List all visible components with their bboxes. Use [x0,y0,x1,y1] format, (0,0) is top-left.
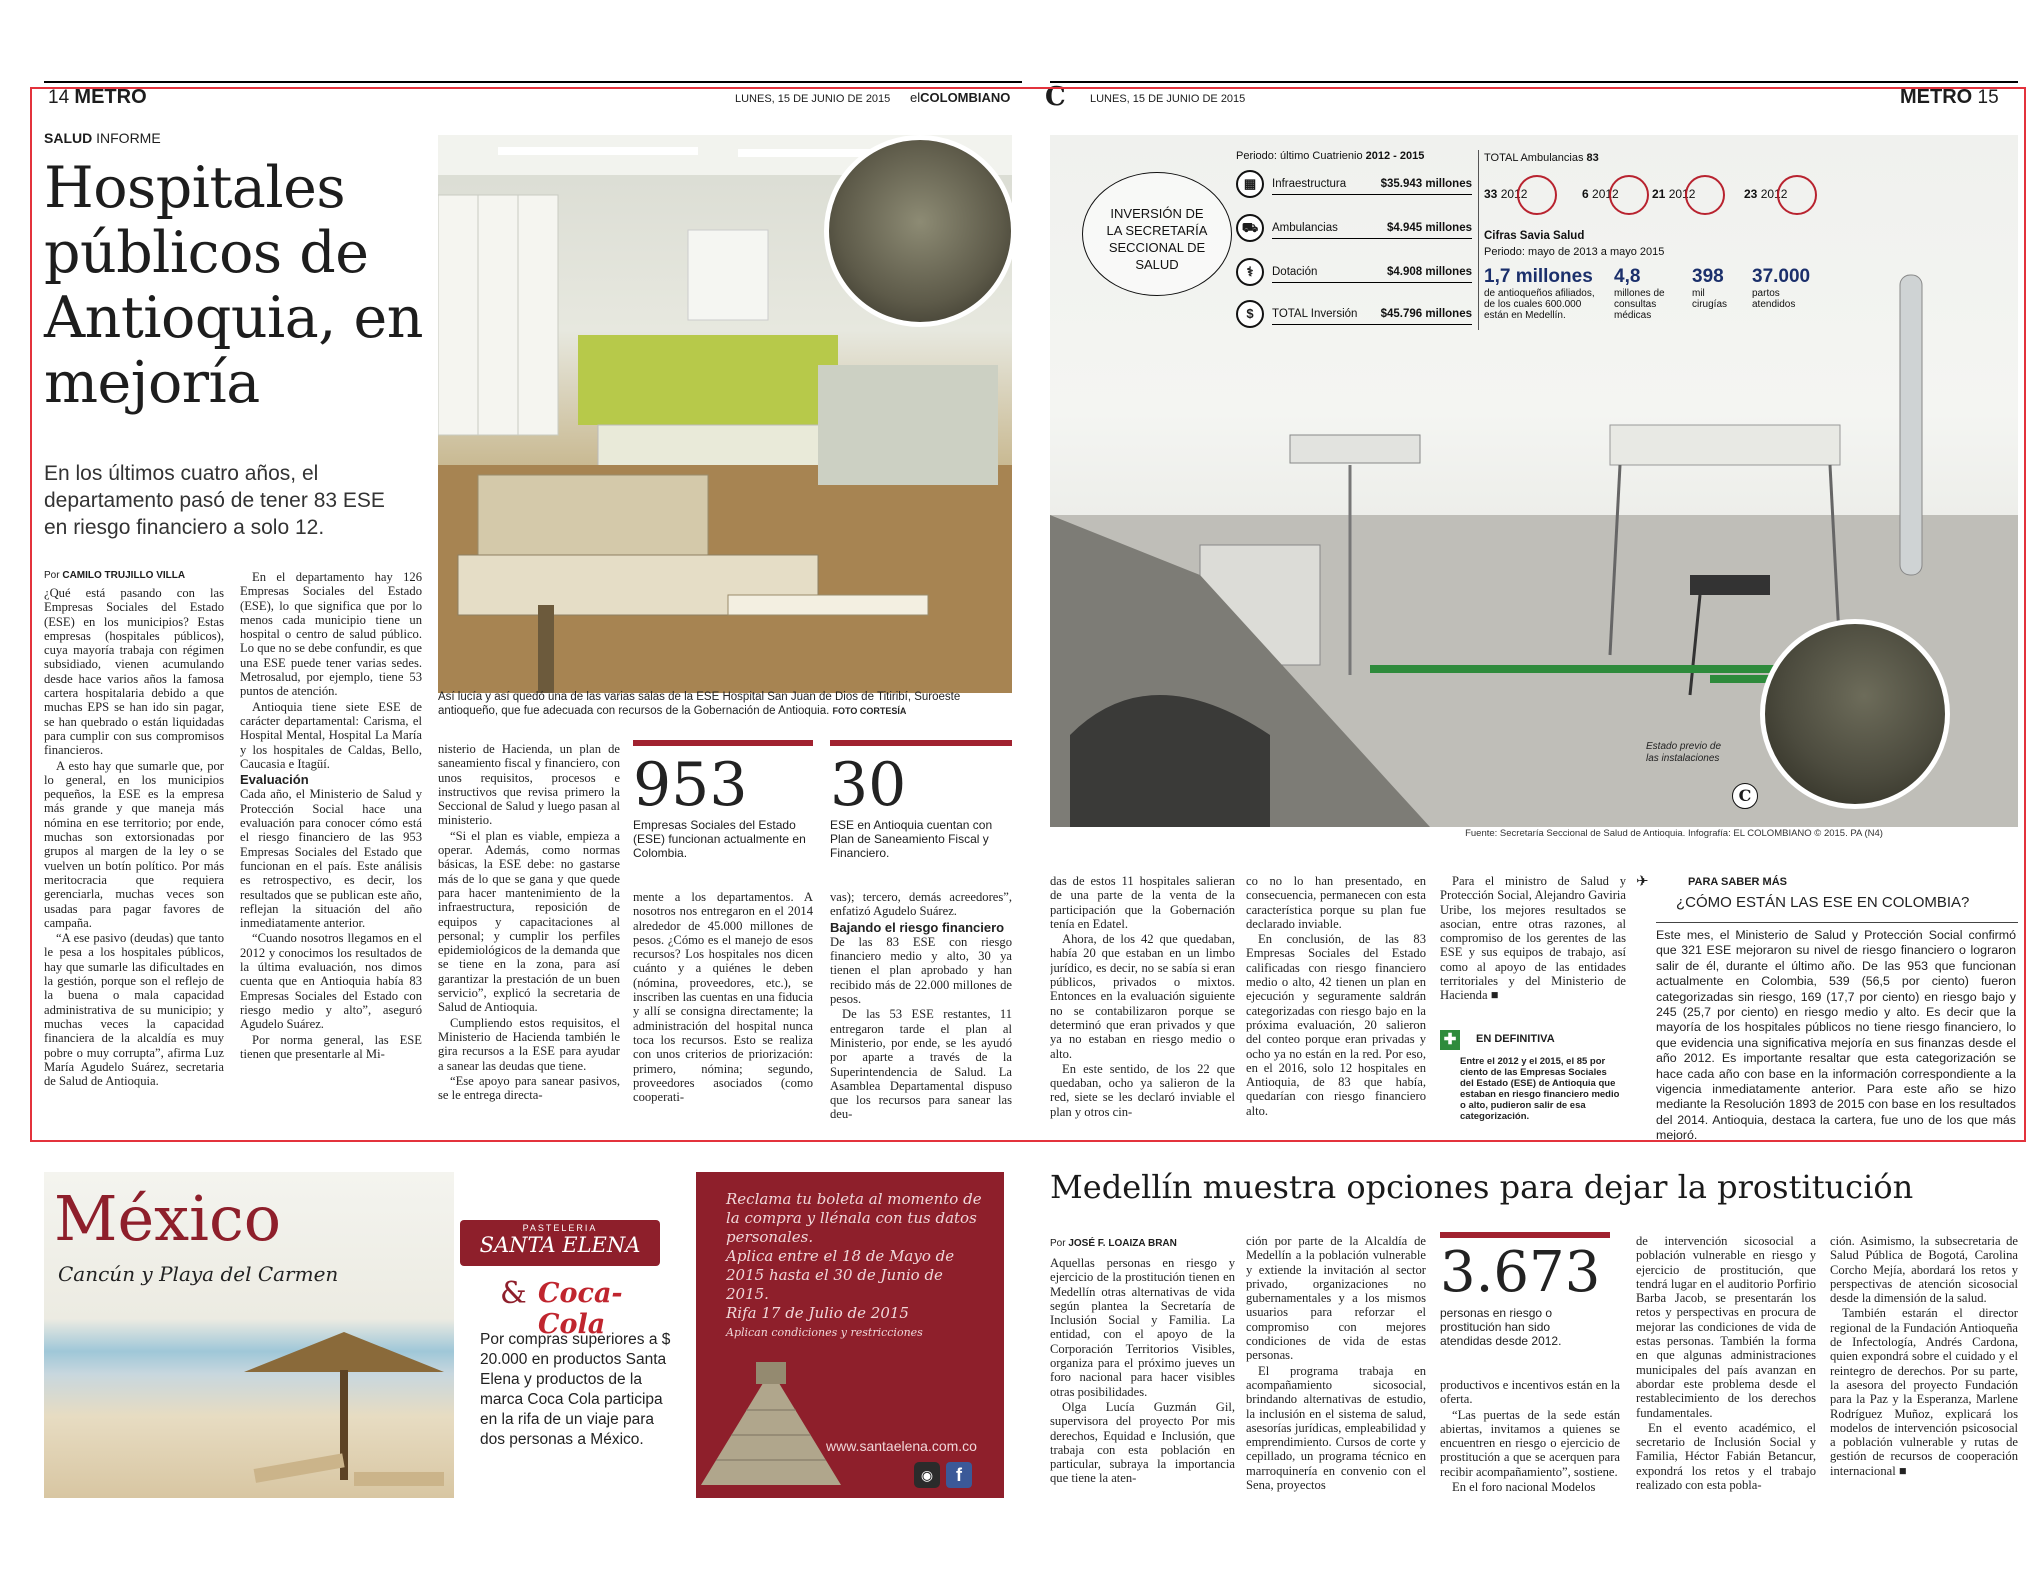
building-icon: ▦ [1236,170,1264,198]
savia-stat: 398 mil cirugías [1692,266,1728,310]
paragraph: Para el ministro de Salud y Protección Social, Alejandro Gaviria Uribe, los mejores resultados se asocian, entre otras razones, al compromiso de los gerentes de las ESE y sus equipos de trabajo, así como al apoyo de las entidades territoriales y del Ministerio de Hacienda ■ [1440,874,1626,1003]
header-date-right: LUNES, 15 DE JUNIO DE 2015 [1090,93,1246,105]
facebook-icon[interactable]: f [946,1462,972,1488]
paragraph: Olga Lucía Guzmán Gil, supervisora del proyecto Por mis derechos, Equidad e Inclusión, que trabaja con esta población en particular, subraya la importancia que tiene la aten- [1050,1399,1235,1486]
infographic-divider [1478,150,1479,330]
paragraph: Antioquia tiene siete ESE de carácter departamental: Carisma, el Hospital Mental, Hospital La María y los hospitales de Caldas, Bello, Caucasia e Itagüí. [240,699,422,771]
subheading-evaluacion: Evaluación [240,772,309,788]
paragraph: “Cuando nosotros llegamos en el 2012 y conocimos los resultados de la última evaluación, nos dimos cuenta que en Antioquia había 83 Empresas Sociales del Estado con riesgo medio y alto”, aseguró Agudelo Suárez. [240,931,422,1032]
before-photo-label: Estado previo de las instalaciones [1646,741,1722,764]
ad-red-box [696,1172,1004,1498]
paragraph: vas); tercero, demás acreedores”, enfatizó Agudelo Suárez. [830,890,1012,919]
paragraph: A esto hay que sumarle que, por lo general, en los municipios pequeños, la ESE es la empresa más grande y que maneja más nómina en ese territorio; por ende, muchas son extorsionadas por grupos al margen de la ley o se vuelven un botín político. Por más meritocracia que requiera gerenciarla, muchas veces son usadas para pagar favores de campaña. [44,758,224,930]
definitiva-text: Entre el 2012 y el 2015, el 85 por ciento de las Empresas Sociales del Estado (ESE) de Antioquia que estaban en riesgo financiero medio o alto, pudieron salir de esa categorización. [1460,1056,1620,1122]
hospital-room-photo [438,135,1012,693]
row-divider [1272,194,1472,195]
article-subtitle: En los últimos cuatro años, el departamento pasó de tener 83 ESE en riesgo financiero a solo 12. [44,462,385,539]
ring-mark [1609,175,1649,215]
paragraph: ción por parte de la Alcaldía de Medellín a la población vulnerable y extiende la invitación al sector privado, organizaciones no gubernamentales y a los mismos usuarios para reforzar el compromiso con mejores condiciones de vida de estas personas. [1246,1234,1426,1363]
article-column-2 [240,570,422,1136]
santa-elena-logo: PASTELERIA SANTA ELENA [460,1220,660,1266]
stat-number: 953 [633,750,748,820]
savia-stat: 4,8 millones de consultas médicas [1614,266,1665,321]
paragraph: Cada año, el Ministerio de Salud y Protección Social hace una evaluación para conocer cómo está el riesgo financiero de las 953 Empresas Sociales del Estado que funcionan en el país. Este análisis es retrospectivo, es decir, los resultados que se publican este año, reflejan la situación del año inmediatamente anterior. [240,787,422,931]
coca-cola-logo: Coca-Cola [538,1278,623,1340]
investment-row: Dotación $4.908 millones [1272,266,1472,278]
investment-total-row: TOTAL Inversión $45.796 millones [1272,308,1472,320]
second-article-column-5 [1830,1234,2018,1516]
instagram-icon[interactable]: ◉ [914,1462,940,1488]
before-photo-inset [1760,619,1950,809]
stat-number: 30 [830,750,907,820]
ad-country: México [54,1182,282,1255]
saber-mas-label: PARA SABER MÁS [1688,876,1788,888]
savia-stat: 37.000 partos atendidos [1752,266,1811,310]
paragraph: das de estos 11 hospitales salieran de una parte de la venta de la participación que la Gobernación tenía en Edatel. [1050,874,1235,931]
savia-stat: 1,7 millones de antioqueños afiliados, de los cuales 600.000 están en Medellín. [1484,266,1595,321]
stethoscope-icon: ⚕ [1236,258,1264,286]
paragraph: Por norma general, las ESE tienen que presentarle al Mi- [240,1032,422,1061]
ad-brand-panel [460,1172,680,1498]
infographic-source: Fuente: Secretaría Seccional de Salud de Antioquia. Infografía: EL COLOMBIANO © 2015. PA (N4) [1465,828,1883,839]
article-column-1 [44,586,224,1136]
page-number-left: 14 METRO [48,86,147,108]
header-rule-left [44,81,1022,83]
ring-mark [1777,175,1817,215]
second-stat-number: 3.673 [1440,1240,1601,1305]
saber-mas-box [1636,872,2018,1143]
paragraph: Aquellas personas en riesgo y ejercicio de la prostitución tienen en Medellín otras alternativas de vida según plantea la Secretaría de Inclusión Social y Familia. La entidad, con el apoyo de la Corporación Territorios Visibles, organiza para el próximo jueves un foro nacional para hacer visibles otras posibilidades. [1050,1256,1235,1399]
paragraph: De las 53 ESE restantes, 11 entregaron tarde el plan al Ministerio, por ende, se les ayudó por aparte a través de la Superintendencia de Salud. La Asamblea Departamental dispuso que los recursos para sanear las deu- [830,1007,1012,1122]
byline: Por CAMILO TRUJILLO VILLA [44,570,186,581]
ring-mark [1517,175,1557,215]
newspaper-brand: elCOLOMBIANO [910,90,1011,105]
period-label: Periodo: último Cuatrienio 2012 - 2015 [1236,150,1425,162]
paragraph: “A ese pasivo (deudas) que tanto le pesa a los hospitales públicos, hay que sumarle las dificultades en la gestión, porque son el reflejo de la buena o mala capacidad administrativa de su municipio; y muchas veces la capacidad financiera de la alcaldía es muy pobre o muy corrupta”, afirma Luz María Agudelo Suárez, secretaria de Salud de Antioquia. [44,931,224,1089]
stat-accent-bar [1440,1232,1610,1238]
ad-ampersand: & [500,1276,527,1311]
paragraph: En este sentido, de los 22 que quedaban, ocho ya salieron de la red, siete se les declaró inviable el plan y otros cin- [1050,1061,1235,1119]
paragraph: “Ese apoyo para sanear pasivos, se le entrega directa- [438,1073,620,1103]
row-divider [1272,238,1472,239]
investment-row: Ambulancias $4.945 millones [1272,222,1472,234]
article-column-4 [633,890,813,1136]
article-column-6 [1050,874,1235,1136]
article-column-8 [1440,874,1626,1024]
article-column-7 [1246,874,1426,1136]
second-article-column-4 [1636,1234,1816,1516]
subheading-riesgo: Bajando el riesgo financiero [830,919,1005,935]
header-date-left: LUNES, 15 DE JUNIO DE 2015 [735,93,891,105]
paragraph: mente a los departamentos. A nosotros nos entregaron en el 2014 alrededor de 45.000 millones de pesos. ¿Cómo es el manejo de esos recursos? Los hospitales nos dicen cuánto y a quiénes le deben (nómina, proveedores, etc.), se inscriben las cuentas en una fiducia y allí se consigna directamente; la administración del hospital nunca toca los recursos. Esto se realiza con unos criterios de priorización: primero, nómina; segundo, proveedores asociados (como cooperati- [633,890,813,1105]
paragraph: de intervención sicosocial a población vulnerable en riesgo y ejercicio de prostitución, que tendrá lugar en el auditorio Porfirio Barba Jacob, se presentarán los retos y perspectivas en procura de mejorar las condiciones de vida de estas personas. También la forma en que algunas administraciones municipales del país avanzan en abordar este problema desde el restablecimiento de los derechos fundamentales. [1636,1234,1816,1420]
savia-period: Periodo: mayo de 2013 a mayo 2015 [1484,246,1665,258]
ad-box-text: Reclama tu boleta al momento de la compra y llénala con tus datos personales. Aplica entre el 18 de Mayo de 2015 hasta el 30 de Junio de 2015. Rifa 17 de Julio de 2015 Aplican condiciones y restricciones [726,1190,982,1339]
paragraph: co no lo han presentado, en consecuencia, permanecen con esta característica porque su plan fue declarado inviable. [1246,874,1426,931]
investment-oval-title: INVERSIÓN DE LA SECRETARÍA SECCIONAL DE SALUD [1082,172,1232,296]
ambulance-year: 6 2012 [1582,175,1649,215]
ambulance-year: 21 2012 [1652,175,1725,215]
pyramid-illustration [696,1340,846,1490]
ambulance-icon: ⛟ [1236,214,1264,242]
kicker: SALUD INFORME [44,130,161,146]
paragraph: En conclusión, de las 83 Empresas Sociales del Estado calificadas con riesgo financiero medio o alto, 42 tienen un plan en ejecución y seguramente saldrán categorizadas con riesgo bajo en la próxima evaluación, 20 salieron del conteo porque eran privadas y ocho ya no están en la red. Por eso, en el 2016, solo 12 hospitales en Antioquia, de 83 que había, quedarían con riesgo financiero alto. [1246,932,1426,1118]
article-title: Hospitales públicos de Antioquia, en mejoría [44,155,423,416]
beach-umbrella-illustration [234,1312,454,1498]
paragraph: En el evento académico, el secretario de Inclusión Social y Familia, Héctor Fabián Betancur, expondrá los retos y el trabajo realizado con esta pobla- [1636,1420,1816,1493]
logo-mark-small: C [1732,783,1758,809]
pin-icon: ✈ [1636,873,1649,890]
second-article-column-2 [1246,1234,1426,1516]
investment-row: Infraestructura $35.943 millones [1272,178,1472,190]
divider [1656,922,2018,923]
ambulances-title: TOTAL Ambulancias 83 [1484,152,1599,164]
article-column-3 [438,742,620,1136]
second-stat-label: personas en riesgo o prostitución han sido atendidas desde 2012. [1440,1306,1562,1348]
row-divider [1272,282,1472,283]
paragraph: ¿Qué está pasando con las Empresas Sociales del Estado (ESE) en los municipios? Estas empresas (hospitales públicos), cuya mayoría trabaja con régimen subsidiado, vienen acumulando desde hace varios años la famosa cartera hospitalaria debido a que muchas EPS se han ido sin pagar, se han quebrado o están liquidadas para cumplir con sus compromisos financieros. [44,586,224,758]
second-byline: Por JOSÉ F. LOAIZA BRAN [1050,1238,1177,1249]
article-column-5 [830,890,1012,1136]
savia-title: Cifras Savia Salud [1484,230,1585,242]
ambulance-year: 23 2012 [1744,175,1817,215]
stat-accent-bar [633,740,813,746]
stat-accent-bar [830,740,1012,746]
definitiva-box [1440,1030,1626,1134]
paragraph: Cumpliendo estos requisitos, el Ministerio de Hacienda también le gira recursos a la ESE para ayudar a sanear las deudas que tiene. [438,1015,620,1073]
row-divider [1272,324,1472,325]
paragraph: “Las puertas de la sede están abiertas, invitamos a quienes se encuentren en riesgo o ejercicio de prostitución a que se acerquen para recibir acompañamiento”, sostiene. [1440,1407,1620,1479]
ring-mark [1685,175,1725,215]
page-number-right: METRO 15 [1900,86,1999,108]
stat-label: Empresas Sociales del Estado (ESE) funcionan actualmente en Colombia. [633,818,806,860]
paragraph: nisterio de Hacienda, un plan de saneamiento fiscal y financiero, con unos requisitos, procesos e instructivos que revisa primero la Seccional de Salud y luego pasan al ministerio. [438,742,620,828]
second-article-column-3 [1440,1378,1620,1516]
stat-label: ESE en Antioquia cuentan con Plan de Saneamiento Fiscal y Financiero. [830,818,993,860]
photo-caption: Así lucía y así quedó una de las varias salas de la ESE Hospital San Juan de Dios de Titiribí, Suroeste antioqueño, que fue adecuada con recursos de la Gobernación de Antioquia. FOTO CORTESÍA [438,691,961,717]
paragraph: Ahora, de los 42 que quedaban, había 20 que estaban en un limbo jurídico, es decir, no se sabía si eran públicos, privados o mixtos. Entonces en la evaluación siguiente no se contabilizaron porque se determinó que eran privados y que ya no estaban en riesgo medio o alto. [1050,932,1235,1061]
paragraph: En el foro nacional Modelos [1452,1480,1596,1495]
header-rule-right [1050,81,2018,83]
dollar-icon: $ [1236,300,1264,328]
paragraph: De las 83 ESE con riesgo financiero medio y alto, 30 ya tienen el plan aprobado y han recibido más de 22.000 millones de pesos. [830,934,1012,1007]
paragraph: En el departamento hay 126 Empresas Sociales del Estado (ESE), lo que significa que por lo menos cada municipio tiene un hospital o centro de salud público. Lo que no se debe confundir, es que una ESE puede tener varias sedes. Metrosalud, por ejemplo, tiene 53 puntos de atención. [240,570,422,699]
ad-destinations: Cancún y Playa del Carmen [58,1262,339,1286]
paragraph: productivos e incentivos están en la oferta. [1440,1378,1620,1407]
paragraph: El programa trabaja en acompañamiento sicosocial, brindando alternativas de estudio, la inclusión en el sistema de salud, asesorías jurídicas, empleabilidad y emprendimiento. Cursos de corte y cepillado, un programa técnico en marroquinería en convenio con el Sena, proyectos [1246,1363,1426,1493]
ambulance-year: 33 2012 [1484,175,1557,215]
ad-url[interactable]: www.santaelena.com.co [826,1438,977,1454]
saber-mas-text: Este mes, el Ministerio de Salud y Protección Social confirmó que 321 ESE mejoraron su nivel de riesgo financiero o lograron salir de él, durante el último año. De las 953 que funcionan actualmente en Colombia, 539 (56,5 por ciento) fueron categorizadas sin riesgo, 169 (17,7 por ciento) en riesgo bajo y 245 (25,7 por ciento) en riesgo medio y alto. Es decir que la mayoría de los hospitales públicos no tiene riesgo financiero, lo que evidencia una significativa mejoría en sus finanzas desde el año 2012. Es importante resaltar que esta categorización se hace cada año con base en la información correspondiente a la vigencia inmediatamente anterior. Para este año se hizo mediante la Resolución 1893 de 2015 con base en los resultados del 2014. Antioquia, destaca la cartera, fue uno de los que más mejoró. [1656,928,2016,1143]
logo-mark: C [1045,82,1066,112]
second-article-title: Medellín muestra opciones para dejar la prostitución [1050,1168,1914,1206]
definitiva-title: EN DEFINITIVA [1476,1033,1555,1045]
paragraph: “Si el plan es viable, empieza a operar. Además, como normas básicas, la ESE debe: no gastarse más de lo que se gana y que quede para hacer mantenimiento de la infraestructura, reposición de equipos y capacitaciones al personal; y cumplir los perfiles epidemiológicos de la demanda que se tiene en la zona, para así garantizar la prestación de un buen servicio”, explicó la secretaria de Salud de Antioquia. [438,828,620,1015]
saber-mas-question: ¿CÓMO ESTÁN LAS ESE EN COLOMBIA? [1676,894,1970,911]
paragraph: También estarán el director regional de la Fundación Antioqueña de Infectología, Andrés Cardona, quien expondrá sobre el cuidado y el reintegro de derechos. Por su parte, la asesora del proyecto Fundación para la Paz y la Esperanza, Marlene Rodríguez Muñoz, explicará los modelos de intervención psicosocial a población vulnerable y rutas de gestión de recursos de cooperación internacional ■ [1830,1306,2018,1478]
before-photo-inset [824,135,1012,327]
plus-icon: ✚ [1440,1030,1460,1050]
second-article-column-1 [1050,1256,1235,1516]
paragraph: ción. Asimismo, la subsecretaria de Salud Pública de Bogotá, Carolina Corcho Mejía, abordará los retos y perspectivas de atención sicosocial desde la dimensión de la salud. [1830,1234,2018,1306]
ad-promo: Por compras superiores a $ 20.000 en productos Santa Elena y productos de la marca Coca Cola participa en la rifa de un viaje para dos personas a México. [480,1331,671,1448]
mexico-beach-image [44,1172,454,1498]
